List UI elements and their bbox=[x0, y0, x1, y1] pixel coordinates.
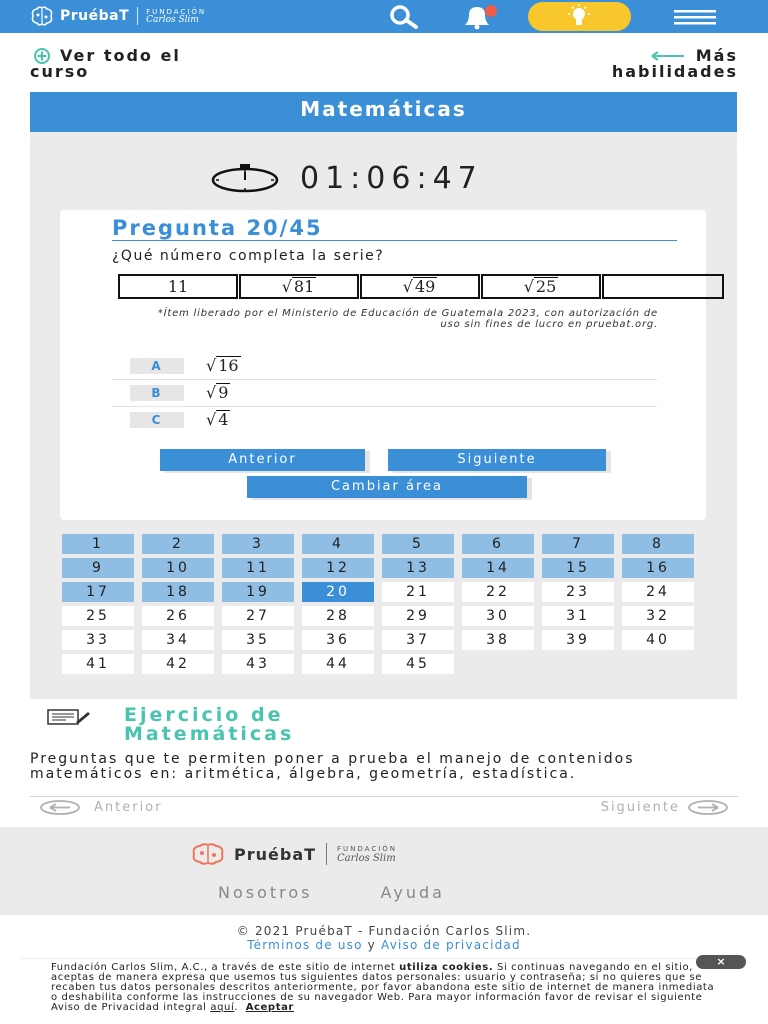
exercise-title bbox=[124, 706, 294, 744]
question-number-1[interactable]: 1 bbox=[62, 534, 134, 554]
option-value: √ 16 bbox=[206, 356, 239, 375]
terms-link[interactable]: Términos de uso bbox=[247, 938, 363, 952]
close-icon[interactable]: × bbox=[696, 955, 746, 969]
next-button[interactable]: Siguiente bbox=[388, 449, 606, 471]
question-number-25[interactable]: 25 bbox=[62, 606, 134, 626]
foundation-label: FUNDACIÓN bbox=[146, 8, 207, 16]
footer-links bbox=[218, 883, 513, 902]
title-underline bbox=[112, 240, 677, 241]
course-nav bbox=[30, 48, 738, 84]
question-number-37[interactable]: 37 bbox=[382, 630, 454, 650]
brand-divider bbox=[137, 7, 138, 25]
answer-option-a[interactable] bbox=[112, 354, 657, 380]
footer-foundation-label: FUNDACIÓN bbox=[337, 844, 398, 853]
previous-button[interactable]: Anterior bbox=[160, 449, 365, 471]
question-number-21[interactable]: 21 bbox=[382, 582, 454, 602]
question-number-2[interactable]: 2 bbox=[142, 534, 214, 554]
exercise-title-line1: Ejercicio de bbox=[124, 704, 284, 726]
exercise-previous-link[interactable] bbox=[40, 800, 162, 815]
privacy-link[interactable]: Aviso de privacidad bbox=[380, 938, 521, 952]
footer-brand-divider bbox=[326, 843, 327, 865]
cookie-text-c: Si continuas navegando en el sitio, aceptas de manera expresa que usemos tus siguientes datos personales: usuario y contraseña; si no quieres que se recaben tus datos personales descritos anteriormente, por favor abandona este sitio de internet de manera inmediata o deshabilita conforme las instrucciones de su navegador Web. Para mayor información favor de revisar el siguiente Aviso de Privacidad integral bbox=[51, 962, 715, 1013]
question-number-34[interactable]: 34 bbox=[142, 630, 214, 650]
question-number-24[interactable]: 24 bbox=[622, 582, 694, 602]
question-title: Pregunta 20/45 bbox=[112, 216, 323, 240]
accept-cookies-button[interactable]: Aceptar bbox=[245, 1002, 294, 1013]
legal-links bbox=[0, 938, 768, 952]
question-number-17[interactable]: 17 bbox=[62, 582, 134, 602]
series-item bbox=[481, 274, 601, 299]
exercise-description: Preguntas que te permiten poner a prueba el manejo de contenidos matemáticos en: aritmética, álgebra, geometría, estadística. bbox=[30, 751, 635, 782]
question-number-26[interactable]: 26 bbox=[142, 606, 214, 626]
question-number-23[interactable]: 23 bbox=[542, 582, 614, 602]
subject-title: Matemáticas bbox=[30, 92, 737, 132]
more-skills-line1: Más bbox=[695, 46, 738, 65]
question-number-40[interactable]: 40 bbox=[622, 630, 694, 650]
question-number-45[interactable]: 45 bbox=[382, 654, 454, 674]
arrow-right-circle-icon bbox=[688, 800, 728, 815]
privacy-here-link[interactable]: aquí bbox=[210, 1002, 235, 1013]
question-number-18[interactable]: 18 bbox=[142, 582, 214, 602]
timer-value: 01:06:47 bbox=[300, 160, 483, 196]
stopwatch-icon bbox=[210, 163, 280, 193]
question-number-28[interactable]: 28 bbox=[302, 606, 374, 626]
see-all-line1: Ver todo el bbox=[60, 46, 181, 65]
cookie-text-a: Fundación Carlos Slim, A.C., a través de este sitio de internet bbox=[51, 962, 400, 973]
number-series bbox=[118, 274, 725, 299]
more-skills-link[interactable] bbox=[612, 48, 738, 80]
footer-brand-logo[interactable] bbox=[190, 843, 397, 865]
question-number-9[interactable]: 9 bbox=[62, 558, 134, 578]
question-number-7[interactable]: 7 bbox=[542, 534, 614, 554]
question-card bbox=[60, 210, 706, 520]
question-number-32[interactable]: 32 bbox=[622, 606, 694, 626]
timer bbox=[210, 162, 570, 194]
question-text: ¿Qué número completa la serie? bbox=[112, 248, 385, 264]
question-number-11[interactable]: 11 bbox=[222, 558, 294, 578]
series-item bbox=[239, 274, 359, 299]
exercise-title-line2: Matemáticas bbox=[124, 723, 295, 745]
option-value: √ 9 bbox=[206, 383, 229, 402]
cookie-text-bold: utiliza cookies. bbox=[399, 962, 494, 973]
question-number-39[interactable]: 39 bbox=[542, 630, 614, 650]
question-number-31[interactable]: 31 bbox=[542, 606, 614, 626]
notification-bell-icon[interactable] bbox=[455, 3, 507, 30]
question-number-13[interactable]: 13 bbox=[382, 558, 454, 578]
question-number-14[interactable]: 14 bbox=[462, 558, 534, 578]
option-letter: A bbox=[130, 358, 184, 374]
see-all-line2: curso bbox=[30, 62, 90, 81]
brain-icon bbox=[190, 843, 226, 865]
sqrt-symbol: √ bbox=[523, 277, 534, 296]
exercise-next-link[interactable] bbox=[601, 800, 728, 815]
radicand: 9 bbox=[218, 383, 229, 402]
lightbulb-icon bbox=[528, 2, 631, 31]
question-number-35[interactable]: 35 bbox=[222, 630, 294, 650]
question-number-44[interactable]: 44 bbox=[302, 654, 374, 674]
question-number-4[interactable]: 4 bbox=[302, 534, 374, 554]
more-skills-line2: habilidades bbox=[611, 62, 738, 81]
foundation-logo bbox=[146, 8, 206, 24]
copyright bbox=[0, 924, 768, 952]
question-number-8[interactable]: 8 bbox=[622, 534, 694, 554]
top-bar bbox=[0, 0, 768, 33]
question-number-5[interactable]: 5 bbox=[382, 534, 454, 554]
search-icon[interactable] bbox=[378, 3, 432, 30]
footer-link-help[interactable]: Ayuda bbox=[380, 883, 445, 902]
question-number-38[interactable]: 38 bbox=[462, 630, 534, 650]
question-number-12[interactable]: 12 bbox=[302, 558, 374, 578]
series-blank bbox=[602, 274, 724, 299]
divider bbox=[30, 796, 738, 797]
question-number-15[interactable]: 15 bbox=[542, 558, 614, 578]
arrow-left-circle-icon bbox=[40, 800, 80, 815]
question-number-6[interactable]: 6 bbox=[462, 534, 534, 554]
sqrt-symbol: √ bbox=[402, 277, 413, 296]
brand-logo[interactable] bbox=[30, 6, 206, 26]
footer-foundation-signature: Carlos Slim bbox=[337, 852, 396, 864]
answer-option-b[interactable] bbox=[112, 381, 657, 407]
radicand: 49 bbox=[414, 277, 436, 296]
question-number-33[interactable]: 33 bbox=[62, 630, 134, 650]
question-number-3[interactable]: 3 bbox=[222, 534, 294, 554]
series-item bbox=[118, 274, 238, 299]
foundation-signature: Carlos Slim bbox=[146, 15, 199, 25]
radicand: 4 bbox=[218, 410, 229, 429]
option-letter: B bbox=[130, 385, 184, 401]
legal-conjunction: y bbox=[367, 938, 376, 952]
copyright-text: © 2021 PruébaT - Fundación Carlos Slim. bbox=[236, 924, 532, 938]
answer-option-c[interactable] bbox=[112, 408, 657, 434]
sqrt-symbol: √ bbox=[281, 277, 292, 296]
footer-foundation-logo bbox=[337, 845, 397, 864]
item-credit: *Ítem liberado por el Ministerio de Educación de Guatemala 2023, con autorización de uso sin fines de lucro en pruebat.org. bbox=[157, 308, 658, 330]
radicand: 16 bbox=[218, 356, 239, 375]
option-value: √ 4 bbox=[206, 410, 229, 429]
question-number-41[interactable]: 41 bbox=[62, 654, 134, 674]
question-number-19[interactable]: 19 bbox=[222, 582, 294, 602]
question-number-36[interactable]: 36 bbox=[302, 630, 374, 650]
question-number-16[interactable]: 16 bbox=[622, 558, 694, 578]
question-number-10[interactable]: 10 bbox=[142, 558, 214, 578]
cookie-period: . bbox=[234, 1002, 239, 1013]
series-item-text: 11 bbox=[167, 277, 189, 296]
footer bbox=[0, 827, 768, 915]
question-number-20[interactable]: 20 bbox=[302, 582, 374, 602]
footer-brand-name: PruébaT bbox=[234, 844, 317, 864]
change-area-button[interactable]: Cambiar área bbox=[247, 476, 527, 498]
exercise-previous-label: Anterior bbox=[94, 800, 163, 815]
hint-lightbulb-button[interactable] bbox=[528, 2, 631, 31]
quiz-panel bbox=[30, 92, 737, 699]
footer-link-about[interactable]: Nosotros bbox=[218, 883, 313, 902]
brain-icon bbox=[30, 6, 54, 26]
hamburger-menu-icon[interactable] bbox=[668, 6, 720, 28]
radicand: 25 bbox=[535, 277, 557, 296]
cookie-banner bbox=[20, 955, 748, 1024]
question-number-42[interactable]: 42 bbox=[142, 654, 214, 674]
brand-name: PruébaT bbox=[60, 8, 130, 24]
question-number-27[interactable]: 27 bbox=[222, 606, 294, 626]
radicand: 81 bbox=[293, 277, 315, 296]
see-all-course-link[interactable] bbox=[30, 48, 181, 80]
option-letter: C bbox=[130, 412, 184, 428]
question-number-29[interactable]: 29 bbox=[382, 606, 454, 626]
question-number-22[interactable]: 22 bbox=[462, 582, 534, 602]
exercise-sheet-icon bbox=[46, 708, 92, 728]
series-item bbox=[360, 274, 480, 299]
exercise-next-label: Siguiente bbox=[600, 800, 680, 815]
question-number-30[interactable]: 30 bbox=[462, 606, 534, 626]
cookie-text bbox=[51, 963, 721, 1013]
question-number-43[interactable]: 43 bbox=[222, 654, 294, 674]
